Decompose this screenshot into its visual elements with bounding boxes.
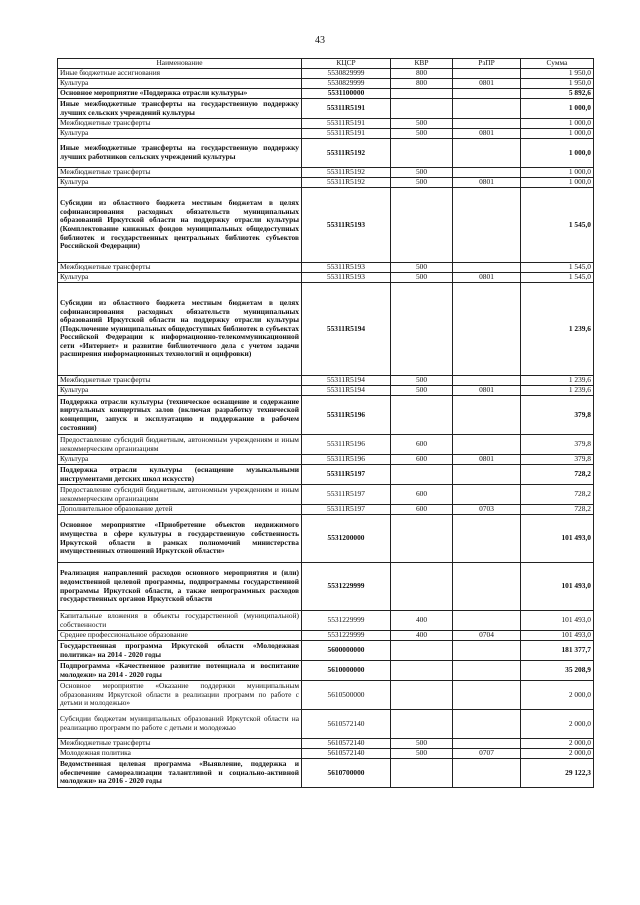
- table-row: [58, 376, 594, 386]
- row-kcsr: 55311R5194: [302, 376, 391, 386]
- row-kcsr: 55311R5194: [302, 283, 391, 376]
- row-name: Дополнительное образование детей: [58, 505, 302, 515]
- row-kcsr: 5531229999: [302, 611, 391, 631]
- row-sum: 2 000,0: [521, 710, 594, 739]
- row-name: Культура: [58, 455, 302, 465]
- row-sum: 1 950,0: [521, 69, 594, 79]
- row-name: Подпрограмма «Качественное развитие потенциала и воспитание молодежи» на 2014 - 2020 годы: [58, 661, 302, 681]
- row-kcsr: 5610572140: [302, 749, 391, 759]
- row-kvr: [391, 681, 453, 710]
- row-name: Поддержка отрасли культуры (оснащение музыкальными инструментами детских школ искусств): [58, 465, 302, 485]
- row-kcsr: 55311R5192: [302, 168, 391, 178]
- row-name: Культура: [58, 386, 302, 396]
- row-rzpr: 0704: [453, 631, 521, 641]
- row-name: Культура: [58, 129, 302, 139]
- row-sum: 1 545,0: [521, 263, 594, 273]
- row-rzpr: [453, 515, 521, 563]
- row-kvr: 600: [391, 455, 453, 465]
- row-sum: 1 239,6: [521, 376, 594, 386]
- row-kcsr: 55311R5193: [302, 188, 391, 263]
- table-row: [58, 485, 594, 505]
- table-row: [58, 99, 594, 119]
- row-name: Субсидии бюджетам муниципальных образований Иркутской области на реализацию программ по работе с детьми и молодежью: [58, 710, 302, 739]
- header-sum: Сумма: [521, 59, 594, 69]
- row-kvr: [391, 396, 453, 435]
- row-name: Иные бюджетные ассигнования: [58, 69, 302, 79]
- row-name: Реализация направлений расходов основного мероприятия и (или) ведомственной целевой программы, подпрограммы государственной программы Иркутской области, а также непрограммных расходов государственных органов Иркутской области: [58, 563, 302, 611]
- row-name: Иные межбюджетные трансферты на государственную поддержку лучших работников сельских учреждений культуры: [58, 139, 302, 168]
- table-row: [58, 273, 594, 283]
- table-row: [58, 89, 594, 99]
- row-rzpr: [453, 485, 521, 505]
- row-name: Межбюджетные трансферты: [58, 263, 302, 273]
- table-row: [58, 749, 594, 759]
- row-sum: 2 000,0: [521, 681, 594, 710]
- row-sum: 1 000,0: [521, 99, 594, 119]
- row-sum: 1 000,0: [521, 178, 594, 188]
- row-name: Культура: [58, 79, 302, 89]
- row-kvr: 500: [391, 386, 453, 396]
- row-kvr: 600: [391, 435, 453, 455]
- row-rzpr: [453, 465, 521, 485]
- row-kcsr: 55311R5197: [302, 505, 391, 515]
- table-row: [58, 455, 594, 465]
- row-sum: 1 000,0: [521, 129, 594, 139]
- table-row: [58, 505, 594, 515]
- row-name: Основное мероприятие «Приобретение объектов недвижимого имущества в сфере культуры в государственную собственность Иркутской области в рамках полномочий министерства имущественных отношений Иркутской области»: [58, 515, 302, 563]
- row-kcsr: 5531200000: [302, 515, 391, 563]
- row-kvr: [391, 710, 453, 739]
- row-kcsr: 5531229999: [302, 631, 391, 641]
- row-rzpr: [453, 119, 521, 129]
- row-sum: 728,2: [521, 465, 594, 485]
- table-row: [58, 631, 594, 641]
- row-rzpr: 0703: [453, 505, 521, 515]
- row-sum: 1 545,0: [521, 273, 594, 283]
- row-sum: 728,2: [521, 505, 594, 515]
- row-name: Межбюджетные трансферты: [58, 168, 302, 178]
- row-kvr: 500: [391, 119, 453, 129]
- row-name: Предоставление субсидий бюджетным, автономным учреждениям и иным некоммерческим организациям: [58, 435, 302, 455]
- row-kvr: [391, 563, 453, 611]
- table-row: [58, 641, 594, 661]
- row-kcsr: 5610572140: [302, 710, 391, 739]
- row-sum: 35 208,9: [521, 661, 594, 681]
- row-kcsr: 5530829999: [302, 69, 391, 79]
- row-name: Основное мероприятие «Поддержка отрасли культуры»: [58, 89, 302, 99]
- row-sum: 728,2: [521, 485, 594, 505]
- row-kvr: 500: [391, 739, 453, 749]
- table-row: [58, 386, 594, 396]
- row-rzpr: [453, 611, 521, 631]
- row-rzpr: [453, 641, 521, 661]
- row-sum: 1 239,6: [521, 386, 594, 396]
- header-name: Наименование: [58, 59, 302, 69]
- row-rzpr: [453, 89, 521, 99]
- header-rzpr: РзПР: [453, 59, 521, 69]
- table-row: [58, 611, 594, 631]
- row-rzpr: [453, 759, 521, 788]
- row-kvr: 500: [391, 168, 453, 178]
- row-rzpr: 0801: [453, 455, 521, 465]
- row-kcsr: 55311R5197: [302, 485, 391, 505]
- row-name: Поддержка отрасли культуры (техническое оснащение и содержание виртуальных концертных залов (включая разработку технической концепции, запуск и эксплуатацию и поддержание в рабочем состоянии): [58, 396, 302, 435]
- table-row: [58, 515, 594, 563]
- row-sum: 1 545,0: [521, 188, 594, 263]
- row-kcsr: 5610700000: [302, 759, 391, 788]
- row-sum: 101 493,0: [521, 631, 594, 641]
- row-kcsr: 55311R5191: [302, 119, 391, 129]
- row-kvr: 500: [391, 263, 453, 273]
- row-rzpr: [453, 396, 521, 435]
- row-name: Межбюджетные трансферты: [58, 739, 302, 749]
- row-sum: 181 377,7: [521, 641, 594, 661]
- row-sum: 101 493,0: [521, 515, 594, 563]
- table-row: [58, 710, 594, 739]
- table-row: [58, 661, 594, 681]
- table-row: [58, 681, 594, 710]
- row-rzpr: [453, 188, 521, 263]
- row-name: Межбюджетные трансферты: [58, 119, 302, 129]
- row-kcsr: 55311R5191: [302, 129, 391, 139]
- row-rzpr: 0801: [453, 178, 521, 188]
- row-kvr: 800: [391, 69, 453, 79]
- row-kcsr: 55311R5192: [302, 139, 391, 168]
- row-kcsr: 55311R5196: [302, 435, 391, 455]
- row-kcsr: 5531100000: [302, 89, 391, 99]
- row-kvr: [391, 759, 453, 788]
- row-kvr: 500: [391, 129, 453, 139]
- row-sum: 379,8: [521, 435, 594, 455]
- row-kvr: [391, 188, 453, 263]
- row-name: Межбюджетные трансферты: [58, 376, 302, 386]
- row-name: Культура: [58, 273, 302, 283]
- row-sum: 1 000,0: [521, 119, 594, 129]
- row-name: Среднее профессиональное образование: [58, 631, 302, 641]
- row-rzpr: [453, 168, 521, 178]
- row-name: Иные межбюджетные трансферты на государственную поддержку лучших сельских учреждений культуры: [58, 99, 302, 119]
- row-kcsr: 55311R5197: [302, 465, 391, 485]
- table-body: [58, 69, 594, 788]
- row-rzpr: [453, 710, 521, 739]
- row-rzpr: 0707: [453, 749, 521, 759]
- header-kcsr: КЦСР: [302, 59, 391, 69]
- row-rzpr: [453, 563, 521, 611]
- row-sum: 379,8: [521, 455, 594, 465]
- table-row: [58, 759, 594, 788]
- table-row: [58, 168, 594, 178]
- row-name: Культура: [58, 178, 302, 188]
- table-row: [58, 435, 594, 455]
- row-rzpr: 0801: [453, 79, 521, 89]
- row-sum: 101 493,0: [521, 611, 594, 631]
- row-name: Субсидии из областного бюджета местным бюджетам в целях софинансирования расходных обязательств муниципальных образований Иркутской области на поддержку отрасли культуры (Подключение муниципальных общедоступных библиотек в субъектах Российской Федерации к информационно-телекоммуникационной сети «Интернет» и развитие библиотечного дела с учетом задачи расширения информационных технологий и оцифровки): [58, 283, 302, 376]
- table-row: [58, 188, 594, 263]
- row-rzpr: [453, 435, 521, 455]
- row-rzpr: [453, 263, 521, 273]
- row-kvr: 400: [391, 611, 453, 631]
- row-kcsr: 55311R5193: [302, 273, 391, 283]
- row-rzpr: [453, 661, 521, 681]
- row-rzpr: [453, 739, 521, 749]
- row-kvr: 500: [391, 749, 453, 759]
- row-kvr: [391, 515, 453, 563]
- row-rzpr: [453, 139, 521, 168]
- row-rzpr: 0801: [453, 273, 521, 283]
- table-row: [58, 69, 594, 79]
- row-sum: 2 000,0: [521, 739, 594, 749]
- row-kcsr: 55311R5194: [302, 386, 391, 396]
- table-header-row: [58, 59, 594, 69]
- row-kvr: 500: [391, 178, 453, 188]
- row-kcsr: 55311R5192: [302, 178, 391, 188]
- row-rzpr: 0801: [453, 386, 521, 396]
- row-kcsr: 5530829999: [302, 79, 391, 89]
- row-kcsr: 55311R5191: [302, 99, 391, 119]
- table-row: [58, 139, 594, 168]
- row-kcsr: 5610000000: [302, 661, 391, 681]
- row-kcsr: 55311R5196: [302, 396, 391, 435]
- row-sum: 101 493,0: [521, 563, 594, 611]
- page-number: 43: [315, 35, 325, 46]
- row-kcsr: 55311R5196: [302, 455, 391, 465]
- table-row: [58, 465, 594, 485]
- row-kvr: 400: [391, 631, 453, 641]
- table-row: [58, 563, 594, 611]
- table-row: [58, 119, 594, 129]
- table-row: [58, 739, 594, 749]
- row-sum: 1 000,0: [521, 139, 594, 168]
- row-name: Капитальные вложения в объекты государственной (муниципальной) собственности: [58, 611, 302, 631]
- table-row: [58, 396, 594, 435]
- row-kvr: [391, 99, 453, 119]
- row-name: Субсидии из областного бюджета местным бюджетам в целях софинансирования расходных обязательств муниципальных образований Иркутской области на поддержку отрасли культуры (Комплектование книжных фондов муниципальных общедоступных библиотек и государственных центральных библиотек субъектов Российской Федерации): [58, 188, 302, 263]
- row-name: Предоставление субсидий бюджетным, автономным учреждениям и иным некоммерческим организациям: [58, 485, 302, 505]
- row-kvr: [391, 465, 453, 485]
- row-kcsr: 55311R5193: [302, 263, 391, 273]
- row-kcsr: 5531229999: [302, 563, 391, 611]
- header-kvr: КВР: [391, 59, 453, 69]
- table-row: [58, 178, 594, 188]
- row-rzpr: [453, 681, 521, 710]
- row-rzpr: [453, 99, 521, 119]
- row-sum: 5 892,6: [521, 89, 594, 99]
- table-row: [58, 129, 594, 139]
- row-kvr: [391, 641, 453, 661]
- budget-table: [57, 58, 594, 788]
- row-kvr: [391, 89, 453, 99]
- row-sum: 1 950,0: [521, 79, 594, 89]
- row-sum: 1 239,6: [521, 283, 594, 376]
- row-kvr: 800: [391, 79, 453, 89]
- row-kvr: 500: [391, 273, 453, 283]
- row-rzpr: [453, 376, 521, 386]
- row-kcsr: 5610500000: [302, 681, 391, 710]
- row-name: Ведомственная целевая программа «Выявление, поддержка и обеспечение самореализации талантливой и социально-активной молодежи» на 2016 - 2020 годы: [58, 759, 302, 788]
- row-sum: 29 122,3: [521, 759, 594, 788]
- row-rzpr: [453, 69, 521, 79]
- row-kvr: [391, 283, 453, 376]
- row-kvr: [391, 661, 453, 681]
- row-rzpr: 0801: [453, 129, 521, 139]
- table-row: [58, 283, 594, 376]
- row-sum: 1 000,0: [521, 168, 594, 178]
- row-kvr: 600: [391, 485, 453, 505]
- table-row: [58, 263, 594, 273]
- row-sum: 379,8: [521, 396, 594, 435]
- row-kvr: [391, 139, 453, 168]
- row-kcsr: 5610572140: [302, 739, 391, 749]
- row-sum: 2 000,0: [521, 749, 594, 759]
- row-name: Государственная программа Иркутской области «Молодежная политика» на 2014 - 2020 годы: [58, 641, 302, 661]
- row-kvr: 600: [391, 505, 453, 515]
- row-kcsr: 5600000000: [302, 641, 391, 661]
- row-name: Молодежная политика: [58, 749, 302, 759]
- row-kvr: 500: [391, 376, 453, 386]
- row-rzpr: [453, 283, 521, 376]
- row-name: Основное мероприятие «Оказание поддержки муниципальным образованиям Иркутской области в реализации программ по работе с детьми и молодежью»: [58, 681, 302, 710]
- table-row: [58, 79, 594, 89]
